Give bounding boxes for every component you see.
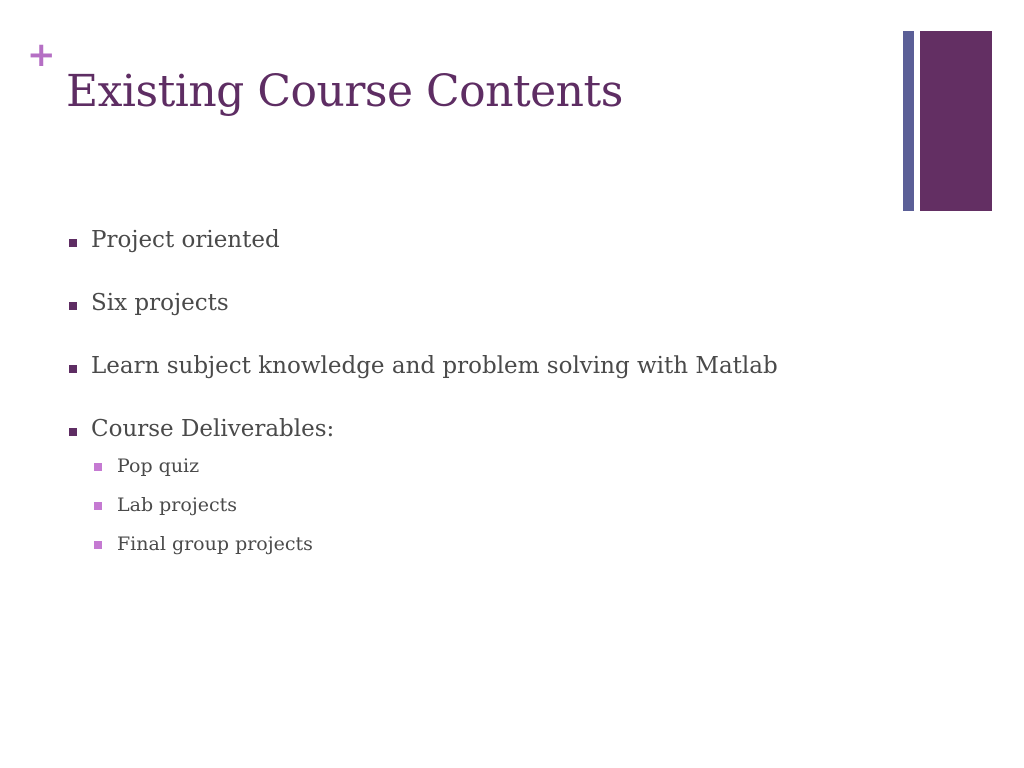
sub-bullet-text: Pop quiz — [117, 455, 200, 477]
square-bullet-icon — [69, 428, 77, 436]
corner-bar-thick — [920, 31, 992, 211]
corner-bar-thin — [903, 31, 914, 211]
sub-bullet-list — [91, 450, 968, 561]
corner-decoration — [903, 31, 992, 211]
bullet-item — [68, 224, 968, 257]
square-bullet-icon — [94, 502, 102, 510]
plus-icon: + — [27, 35, 56, 75]
bullet-text: Six projects — [91, 290, 229, 316]
square-bullet-icon — [69, 365, 77, 373]
square-bullet-icon — [69, 302, 77, 310]
square-bullet-icon — [69, 239, 77, 247]
square-bullet-icon — [94, 541, 102, 549]
bullet-item — [68, 287, 968, 320]
bullet-text: Project oriented — [91, 227, 280, 253]
slide-title: Existing Course Contents — [66, 66, 623, 117]
bullet-item — [68, 413, 968, 561]
sub-bullet-item — [91, 489, 968, 522]
sub-bullet-item — [91, 450, 968, 483]
square-bullet-icon — [94, 463, 102, 471]
bullet-text: Learn subject knowledge and problem solving with Matlab — [91, 353, 778, 379]
bullet-list — [68, 224, 968, 591]
bullet-item — [68, 350, 968, 383]
bullet-text: Course Deliverables: — [91, 416, 335, 442]
sub-bullet-item — [91, 528, 968, 561]
sub-bullet-text: Lab projects — [117, 494, 237, 516]
sub-bullet-text: Final group projects — [117, 533, 313, 555]
